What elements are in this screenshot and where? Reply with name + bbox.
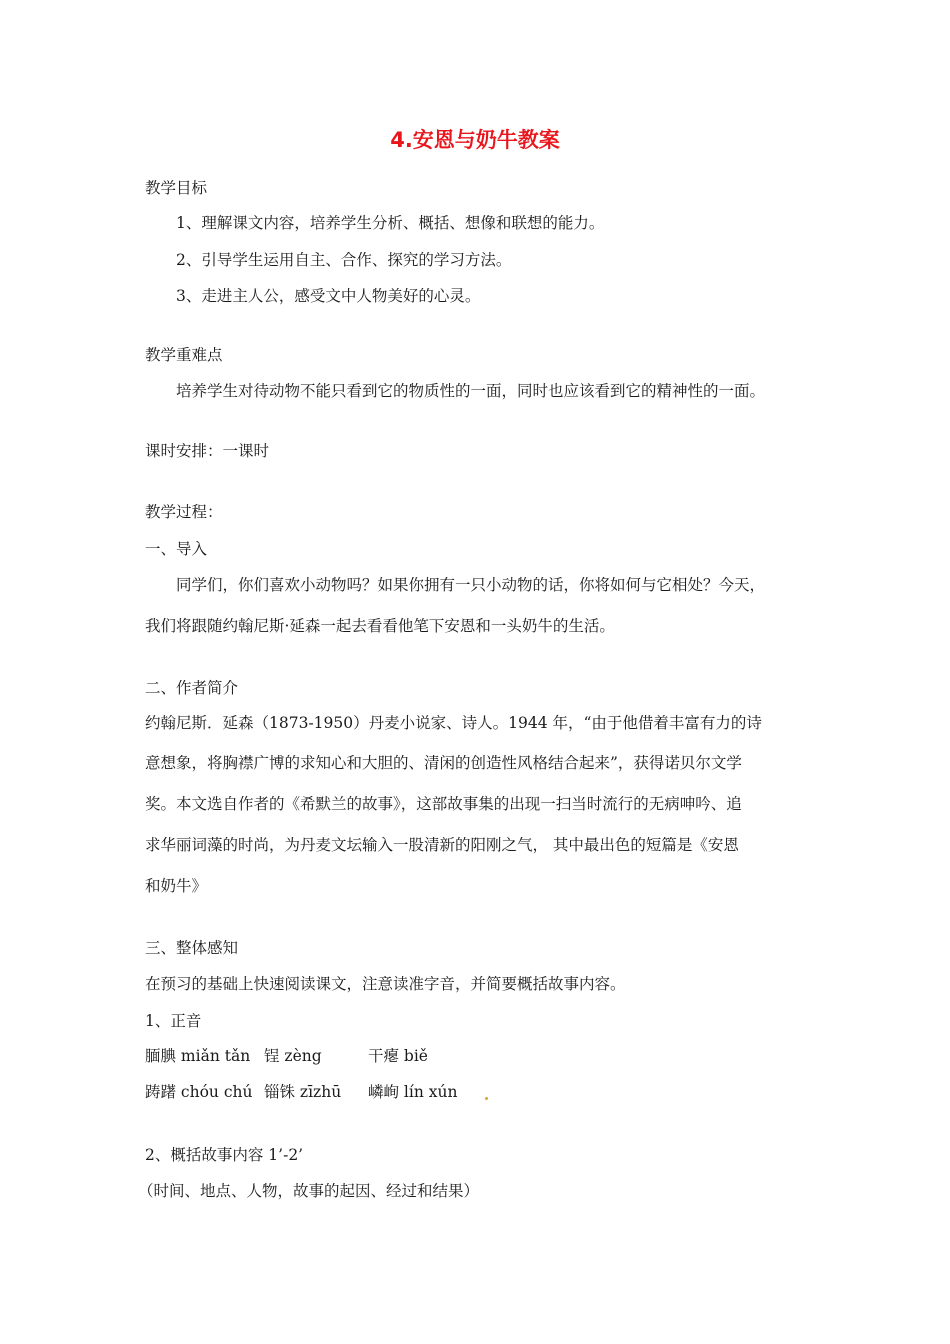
pinyin-cell: 嶙峋 lín xún xyxy=(368,1083,458,1101)
author-line-3: 奖。本文选自作者的《希默兰的故事》，这部故事集的出现一扫当时流行的无病呻吟、追 xyxy=(145,795,742,813)
goal-item-3: 3、走进主人公，感受文中人物美好的心灵。 xyxy=(176,287,481,305)
author-line-4: 求华丽词藻的时尚，为丹麦文坛输入一股清新的阳刚之气， 其中最出色的短篇是《安恩 xyxy=(145,836,739,854)
pinyin-cell: 锃 zèng xyxy=(264,1047,322,1065)
intro-line-2: 我们将跟随约翰尼斯·延森一起去看看他笔下安恩和一头奶牛的生活。 xyxy=(145,617,615,635)
author-line-2: 意想象，将胸襟广博的求知心和大胆的、清闲的创造性风格结合起来”，获得诺贝尔文学 xyxy=(145,754,742,772)
page-title: 4.安恩与奶牛教案 xyxy=(390,128,560,152)
overview-text: 在预习的基础上快速阅读课文，注意读准字音，并简要概括故事内容。 xyxy=(145,975,626,993)
summary-heading: 2、概括故事内容 1’-2’ xyxy=(145,1146,304,1164)
key-points-heading: 教学重难点 xyxy=(145,346,223,364)
pinyin-cell: 踌躇 chóu chú xyxy=(145,1083,253,1101)
schedule-text: 课时安排：一课时 xyxy=(145,442,270,460)
author-heading: 二、作者简介 xyxy=(145,679,239,697)
intro-line-1: 同学们，你们喜欢小动物吗？如果你拥有一只小动物的话，你将如何与它相处？今天， xyxy=(176,576,766,594)
key-points-text: 培养学生对待动物不能只看到它的物质性的一面，同时也应该看到它的精神性的一面。 xyxy=(176,382,766,400)
goal-item-1: 1、理解课文内容，培养学生分析、概括、想像和联想的能力。 xyxy=(176,214,605,232)
goals-heading: 教学目标 xyxy=(145,179,208,197)
author-line-1: 约翰尼斯．延森（1873-1950）丹麦小说家、诗人。1944 年，“由于他借着丰富有力的诗 xyxy=(145,714,762,732)
stray-mark xyxy=(485,1097,488,1100)
process-heading: 教学过程： xyxy=(145,503,223,521)
pinyin-cell: 干瘪 biě xyxy=(368,1047,428,1065)
pronunciation-heading: 1、正音 xyxy=(145,1012,202,1030)
overview-heading: 三、整体感知 xyxy=(145,939,239,957)
goal-item-2: 2、引导学生运用自主、合作、探究的学习方法。 xyxy=(176,251,512,269)
intro-heading: 一、导入 xyxy=(145,540,208,558)
summary-note: （时间、地点、人物，故事的起因、经过和结果） xyxy=(138,1182,480,1200)
author-line-5: 和奶牛》 xyxy=(145,877,208,895)
pinyin-cell: 腼腆 miǎn tǎn xyxy=(145,1047,251,1065)
pinyin-cell: 锱铢 zīzhū xyxy=(264,1083,342,1101)
